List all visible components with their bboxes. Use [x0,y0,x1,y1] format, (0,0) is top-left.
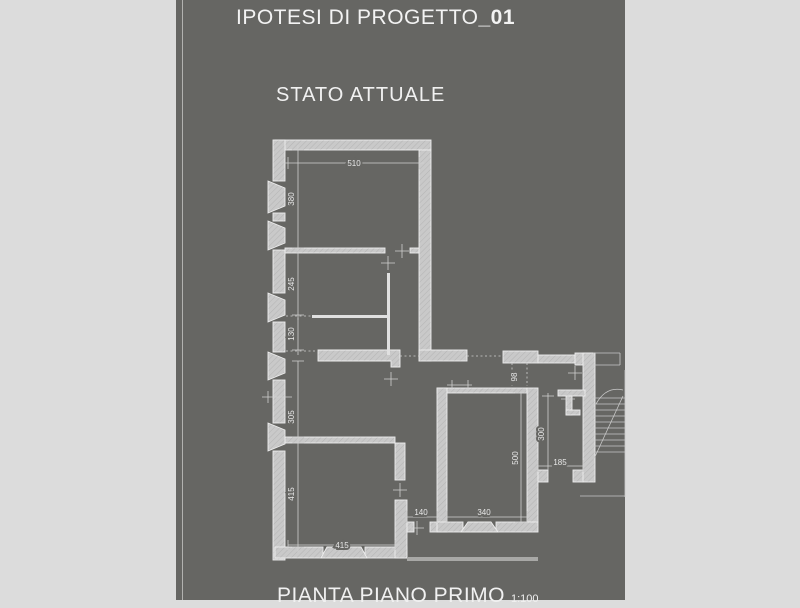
dim-label-415v: 415 [287,487,296,501]
plan-caption [277,584,539,608]
dim-label-305: 305 [287,410,296,424]
plan-state-label: STATO ATTUALE [276,84,446,106]
dim-label-140: 140 [414,508,428,517]
windows [268,181,498,558]
dim-label-130: 130 [287,327,296,341]
page-title-text: IPOTESI DI PROGETTO [236,6,479,29]
dim-label-340: 340 [477,508,491,517]
plan-scale: 1:100 [510,593,539,605]
dim-label-185: 185 [553,458,567,467]
interior-partitions [312,273,390,355]
dim-label-380: 380 [287,192,296,206]
dim-label-415h: 415 [335,541,349,550]
dim-label-98: 98 [510,372,519,382]
dim-label-245: 245 [287,277,296,291]
dim-label-300: 300 [537,427,546,441]
exterior-walls [273,140,595,560]
page-title-suffix: _01 [478,6,516,29]
dim-label-500: 500 [511,451,520,465]
plan-caption-text: PIANTA PIANO PRIMO [277,584,505,607]
balcony-ledge [407,557,538,561]
dim-label-510: 510 [347,159,361,168]
